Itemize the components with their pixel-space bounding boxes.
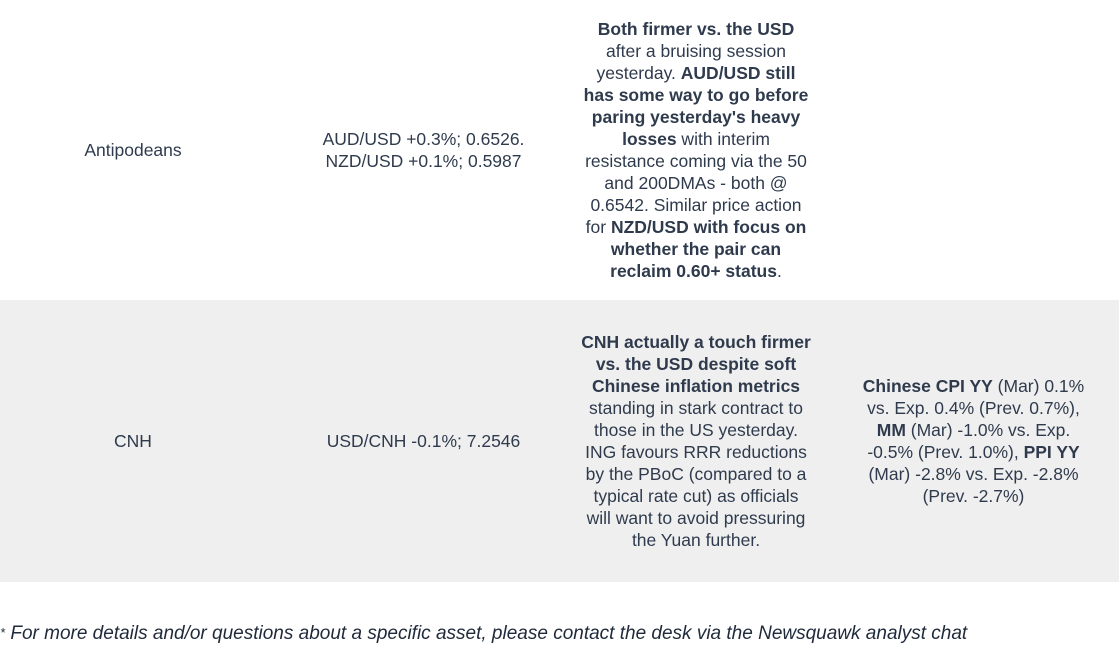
comment-segment: with interim resistance coming via the 50 and 200DMAs - both @ 0.6542. Similar price action for [585, 129, 807, 237]
comment-bold-segment: NZD/USD with focus on whether the pair can reclaim 0.60+ status [610, 217, 807, 281]
comment-cell [576, 18, 816, 282]
asset-cell: CNH [114, 431, 152, 451]
data-bold-segment: MM [876, 420, 906, 440]
footnote [0, 620, 967, 647]
data-segment: (Mar) -1.0% vs. Exp. -0.5% (Prev. 1.0%), [867, 420, 1071, 462]
data-bold-segment: PPI YY [1023, 442, 1080, 462]
price-cell [276, 128, 576, 172]
comment-bold-segment: CNH actually a touch firmer vs. the USD despite soft Chinese inflation metrics [581, 332, 811, 396]
data-cell [816, 375, 1119, 507]
table-row-cnh [0, 300, 1119, 582]
price-line: AUD/USD +0.3%; 0.6526. [322, 129, 525, 149]
price-line: USD/CNH -0.1%; 7.2546 [326, 431, 521, 451]
comment-segment: after a bruising session yesterday. [596, 41, 786, 83]
asset-cell: Antipodeans [84, 140, 182, 160]
comment-bold-segment: Both firmer vs. the USD [597, 19, 795, 39]
data-segment: (Mar) 0.1% vs. Exp. 0.4% (Prev. 0.7%), [867, 376, 1085, 418]
comment-cell [576, 331, 816, 551]
comment-segment: standing in stark contract to those in the US yesterday. ING favours RRR reductions by the PBoC (compared to a typical rate cut) as officials will want to avoid pressuring the Yuan further. [585, 398, 807, 550]
footnote-asterisk: * [0, 625, 6, 640]
comment-bold-segment: AUD/USD still has some way to go before paring yesterday's heavy losses [583, 63, 809, 149]
comment-segment: . [776, 261, 782, 281]
data-segment: (Mar) -2.8% vs. Exp. -2.8% (Prev. -2.7%) [868, 464, 1079, 506]
data-bold-segment: Chinese CPI YY [862, 376, 993, 396]
price-line: NZD/USD +0.1%; 0.5987 [325, 151, 522, 171]
footnote-text: For more details and/or questions about a specific asset, please contact the desk via the Newsquawk analyst chat [5, 623, 968, 644]
table-row-antipodeans [0, 0, 1119, 300]
price-cell [276, 430, 576, 452]
